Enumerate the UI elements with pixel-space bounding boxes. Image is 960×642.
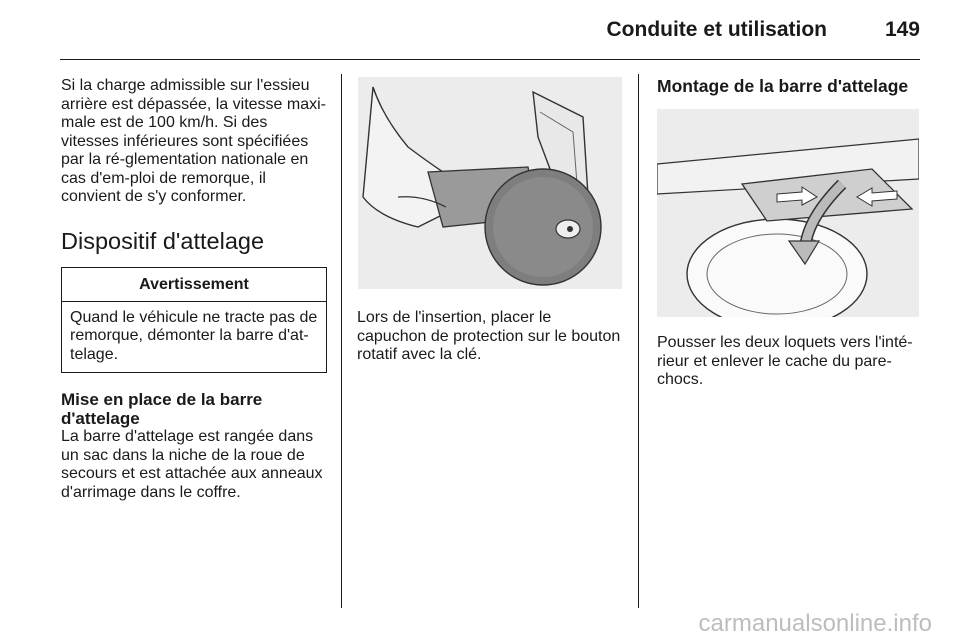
chapter-title: Conduite et utilisation (606, 18, 827, 41)
column-divider-2 (638, 74, 639, 608)
column-2 (357, 77, 625, 365)
subsection-text: La barre d'attelage est rangée dans un sac dans la niche de la roue de secours et est attachée aux anneaux d'arrimage dans le coffre. (61, 428, 323, 501)
column-1 (61, 77, 327, 502)
warning-box (61, 267, 327, 374)
column-divider-1 (341, 74, 342, 608)
section-title-montage: Montage de la barre d'attelage (657, 76, 909, 96)
warning-text: Quand le véhicule ne tracte pas de remorque, démonter la barre d'at-telage. (70, 308, 318, 363)
intro-paragraph: Si la charge admissible sur l'essieu arrière est dépassée, la vitesse maxi-male est de 100 km/h. Si des vitesses inférieures sont spécifiées par la ré-glementation nationale en cas d'em-ploi de remorque, il convient de s'y conformer. (61, 77, 326, 205)
warning-title: Avertissement (62, 268, 326, 302)
header-divider (60, 59, 920, 60)
column-3 (657, 77, 921, 390)
towbar-insertion-illustration (358, 77, 622, 289)
bumper-cover-illustration (657, 109, 919, 317)
montage-caption: Pousser les deux loquets vers l'inté-rieur et enlever le cache du pare-chocs. (657, 334, 913, 388)
insertion-caption: Lors de l'insertion, placer le capuchon de protection sur le bouton rotatif avec la clé. (357, 309, 621, 363)
page-number: 149 (884, 18, 920, 41)
watermark: carmanualsonline.info (698, 610, 932, 637)
subsection-title: Mise en place de la barre d'attelage (61, 390, 263, 428)
section-title: Dispositif d'attelage (61, 227, 265, 254)
